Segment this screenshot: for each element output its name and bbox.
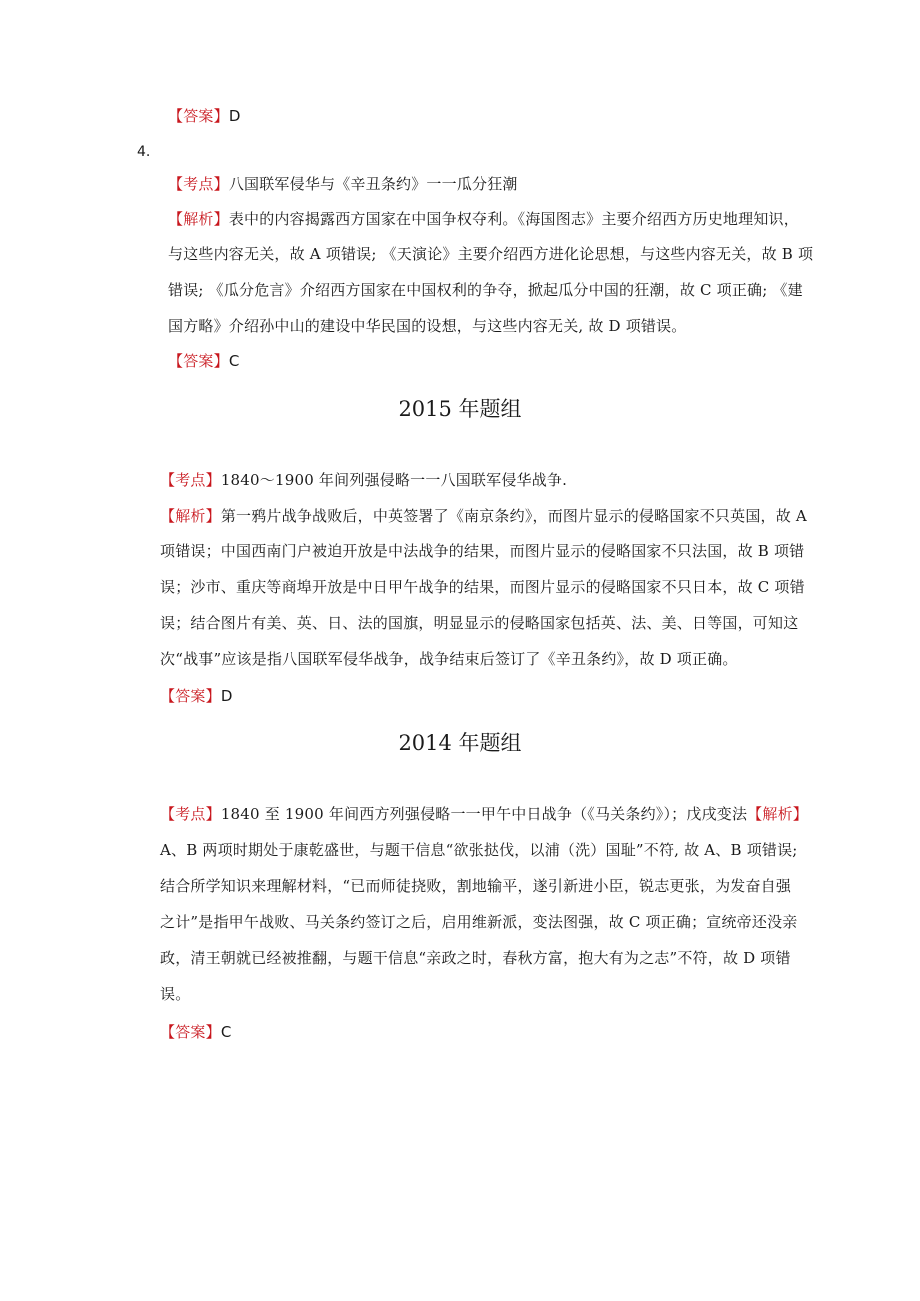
analysis-line: 政，清王朝就已经被推翻，与题干信息“亲政之时，春秋方富，抱大有为之志”不符，故 D 项错 (160, 949, 791, 967)
analysis-label: 【解析】 (747, 805, 808, 823)
answer-line (168, 351, 240, 371)
analysis-line: 与这些内容无关，故 A 项错误; 《天演论》主要介绍西方进化论思想，与这些内容无关，故 B 项 (168, 245, 814, 263)
analysis-line: 次“战事”应该是指八国联军侵华战争，战争结束后签订了《辛丑条约》，故 D 项正确。 (160, 650, 738, 668)
answer-label: 【答案】 (160, 1023, 221, 1041)
point-label: 【考点】 (168, 175, 229, 193)
answer-line (168, 106, 241, 126)
analysis-text: 表中的内容揭露西方国家在中国争权夺利。《海国图志》主要介绍西方历史地理知识， (228, 210, 799, 228)
analysis-text: 第一鸦片战争战败后，中英签署了《南京条约》，而图片显示的侵略国家不只英国，故 A (220, 507, 807, 525)
analysis-label: 【解析】 (168, 210, 229, 228)
point-label: 【考点】 (160, 805, 221, 823)
analysis-line: 项错误；中国西南门户被迫开放是中法战争的结果，而图片显示的侵略国家不只法国，故 B 项错 (160, 542, 805, 560)
analysis-line: 结合所学知识来理解材料，“已而师徒挠败，割地输平，遂引新进小臣，锐志更张，为发奋自强 (160, 877, 792, 895)
answer-label: 【答案】 (168, 352, 229, 370)
analysis-line: A、B 两项时期处于康乾盛世，与题干信息“欲张挞伐，以浦（洗）国耻”不符, 故 A、B 项错误; (160, 841, 798, 859)
analysis-line: 之计”是指甲午战败、马关条约签订之后，启用维新派，变法图强，故 C 项正确；宣统帝还没亲 (160, 913, 798, 931)
answer-value: C (220, 1023, 232, 1041)
answer-value: D (220, 687, 233, 705)
analysis-line: 误；结合图片有美、英、日、法的国旗，明显显示的侵略国家包括英、法、美、日等国，可知这 (160, 614, 799, 632)
analysis-line (160, 506, 807, 526)
point-text: 1840 至 1900 年间西方列强侵略一一甲午中日战争（《马关条约》）；戊戌变法 (220, 805, 748, 823)
point-label: 【考点】 (160, 471, 221, 489)
question-number: 4. (137, 144, 151, 160)
analysis-label: 【解析】 (160, 507, 221, 525)
analysis-line: 国方略》介绍孙中山的建设中华民国的设想，与这些内容无关, 故 D 项错误。 (168, 317, 687, 335)
point-line (160, 470, 567, 490)
answer-label: 【答案】 (160, 687, 221, 705)
section-heading-2014: 2014 年题组 (398, 731, 522, 755)
answer-label: 【答案】 (168, 107, 229, 125)
point-text: 1840～1900 年间列强侵略一一八国联军侵华战争. (220, 471, 568, 489)
answer-line (160, 686, 233, 706)
answer-line (160, 1022, 232, 1042)
answer-value: D (228, 107, 241, 125)
answer-value: C (228, 352, 240, 370)
section-heading-2015: 2015 年题组 (398, 397, 522, 421)
analysis-line: 误；沙市、重庆等商埠开放是中日甲午战争的结果，而图片显示的侵略国家不只日本，故 C 项错 (160, 578, 805, 596)
analysis-line (168, 209, 799, 229)
analysis-line: 错误; 《瓜分危言》介绍西方国家在中国权利的争夺，掀起瓜分中国的狂潮，故 C 项正确; 《建 (168, 281, 803, 299)
point-text: 八国联军侵华与《辛丑条约》一一瓜分狂潮 (228, 175, 518, 193)
point-line (160, 804, 808, 824)
analysis-line: 误。 (160, 985, 191, 1003)
point-line (168, 174, 518, 194)
